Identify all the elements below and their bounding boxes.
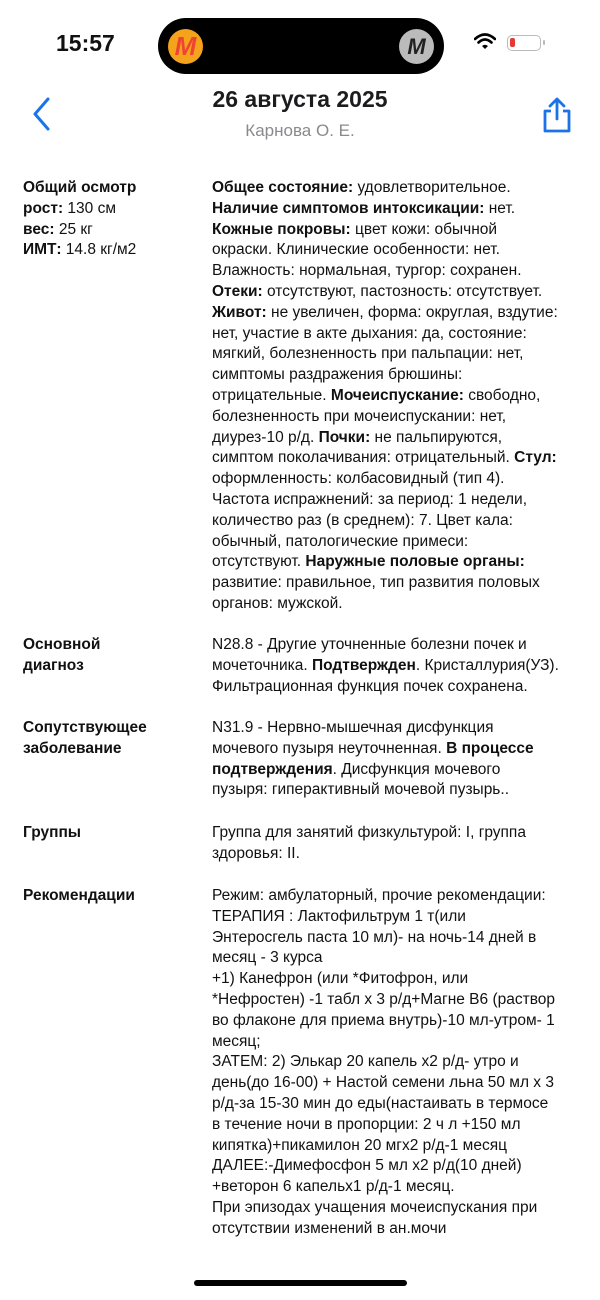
bold-text: заболевание (23, 739, 122, 757)
text: кипятка)+пикамилон 20 мгх2 р/д-1 месяц (212, 1136, 507, 1154)
text: мочевого пузыря неуточненная. (212, 739, 447, 757)
bold-text: рост: (23, 199, 64, 217)
bold-text: Группы (23, 824, 82, 841)
section-value (212, 178, 592, 615)
text-line (212, 1198, 592, 1219)
text-line (212, 948, 592, 969)
text: цвет кожи: обычной (350, 220, 498, 238)
text-line (212, 1115, 592, 1136)
text-line (212, 552, 592, 573)
text-line (212, 656, 592, 677)
text-line (212, 344, 592, 365)
section-label (23, 823, 203, 844)
bold-text: Мочеиспускание: (330, 386, 464, 404)
text-line (212, 718, 592, 739)
bold-text: Стул: (514, 449, 557, 467)
text: оформленность: колбасовидный (тип 4). (212, 470, 505, 488)
text-line (212, 1094, 592, 1115)
text: Частота испражнений: за период: 1 недели, (212, 490, 528, 508)
bold-text: Общее состояние: (212, 179, 354, 196)
text: N31.9 - Нервно-мышечная дисфункция (212, 719, 494, 736)
text: симптомы раздражения брюшины: (212, 366, 463, 384)
bold-text: Сопутствующее (23, 719, 147, 736)
text: нет, участие в акте дыхания: да, состояние: (212, 324, 527, 342)
bold-text: Кожные покровы: (212, 220, 351, 238)
bold-text: Отеки: (212, 282, 263, 300)
home-indicator[interactable] (194, 1280, 407, 1286)
text: нет. (484, 199, 516, 217)
text: +1) Канефрон (или *Фитофрон, или (212, 970, 469, 988)
text-line (23, 823, 203, 844)
text-line (212, 1032, 592, 1053)
text: обычный, патологические примеси: (212, 532, 469, 550)
text: ДАЛЕЕ:-Димефосфон 5 мл х2 р/д(10 дней) (212, 1157, 522, 1175)
status-bar (0, 0, 600, 90)
text-line (212, 1219, 592, 1240)
text: Фильтрационная функция почек сохранена. (212, 677, 528, 695)
bold-text: Почки: (318, 428, 371, 446)
text: окраски. Клинические особенности: нет. (212, 241, 500, 259)
text-line (212, 969, 592, 990)
text-line (23, 178, 203, 199)
bold-text: подтверждения (212, 760, 333, 778)
text-line (212, 1136, 592, 1157)
text: мочеточника. (212, 656, 312, 674)
text: день(до 16-00) + Настой семени льна 50 мл х 3 (212, 1074, 554, 1092)
text: количество раз (в среднем): 7. Цвет кала: (212, 511, 513, 529)
text-line (23, 886, 203, 907)
text: ТЕРАПИЯ : Лактофильтрум 1 т(или (212, 907, 466, 925)
text-line (212, 760, 592, 781)
text-line (212, 1156, 592, 1177)
text: органов: мужской. (212, 594, 343, 612)
text-line (212, 532, 592, 553)
text-line (212, 240, 592, 261)
dynamic-island (158, 18, 444, 74)
text: отсутствии изменений в ан.мочи (212, 1219, 447, 1237)
section-value (212, 886, 592, 1240)
text-line (212, 469, 592, 490)
text: во флаконе для приема внутрь)-10 мл-утром- 1 (212, 1011, 555, 1029)
text: При эпизодах учащения мочеиспускания при (212, 1198, 538, 1216)
text: не пальпируются, (370, 428, 503, 446)
text-line (212, 324, 592, 345)
text: N28.8 - Другие уточненные болезни почек и (212, 636, 527, 653)
text: удовлетворительное. (353, 179, 511, 196)
text-line (212, 365, 592, 386)
text: +веторон 6 капельх1 р/д-1 месяц. (212, 1178, 455, 1196)
section-label (23, 718, 203, 760)
text: здоровья: II. (212, 844, 300, 862)
text-line (212, 282, 592, 303)
text: отсутствуют, пастозность: отсутствует. (262, 282, 543, 300)
text-line (212, 448, 592, 469)
text-line (212, 511, 592, 532)
text-line (212, 199, 592, 220)
text: 130 см (63, 199, 116, 217)
battery-icon (507, 35, 541, 51)
page-title: 26 августа 2025 (212, 86, 388, 112)
text: 25 кг (54, 220, 93, 238)
text-line (212, 490, 592, 511)
text: диурез-10 р/д. (212, 428, 319, 446)
text: 14.8 кг/м2 (61, 241, 137, 259)
section-label (23, 635, 203, 677)
app-logo-gray-icon: M (399, 29, 434, 64)
text: ЗАТЕМ: 2) Элькар 20 капель х2 р/д- утро и (212, 1053, 519, 1071)
text-line (212, 823, 592, 844)
text: Режим: амбулаторный, прочие рекомендации: (212, 887, 546, 904)
text-line (23, 656, 203, 677)
text: отрицательные. (212, 386, 331, 404)
text-line (212, 990, 592, 1011)
text: свободно, (463, 386, 541, 404)
bold-text: Рекомендации (23, 887, 135, 904)
text-line (23, 220, 203, 241)
text-line (212, 303, 592, 324)
text-line (212, 907, 592, 928)
text: *Нефростен) -1 табл х 3 р/д+Магне В6 (раствор (212, 990, 555, 1008)
text: Энтеросгель паста 10 мл)- на ночь-14 дней в (212, 928, 537, 946)
patient-name: Карнова О. Е. (245, 121, 355, 140)
text-line (212, 407, 592, 428)
text: р/д-за 15-30 мин до еды(настаивать в термосе (212, 1094, 549, 1112)
text: в течение ночи в пропорции: 2 ч л +150 мл (212, 1115, 521, 1133)
text-line (212, 1073, 592, 1094)
text-line (23, 739, 203, 760)
bold-text: Наличие симптомов интоксикации: (212, 199, 485, 217)
text: месяц - 3 курса (212, 949, 323, 967)
status-time: 15:57 (56, 30, 115, 56)
text: болезненность при мочеиспускании: нет, (212, 407, 507, 425)
text: . Дисфункция мочевого (332, 760, 501, 778)
record-content[interactable] (0, 178, 600, 1250)
text-line (212, 635, 592, 656)
bold-text: Общий осмотр (23, 179, 137, 196)
share-icon[interactable] (540, 96, 574, 134)
text-line (212, 386, 592, 407)
bold-text: Основной (23, 636, 101, 653)
text-line (23, 240, 203, 261)
text-line (212, 428, 592, 449)
text-line (212, 1052, 592, 1073)
text-line (212, 594, 592, 615)
text: симптом поколачивания: отрицательный. (212, 449, 515, 467)
text-line (212, 780, 592, 801)
text-line (212, 1011, 592, 1032)
section-value (212, 823, 592, 865)
text: месяц; (212, 1032, 261, 1050)
text: . Кристаллурия(УЗ). (415, 656, 559, 674)
text-line (212, 739, 592, 760)
text: пузыря: гиперактивный мочевой пузырь.. (212, 781, 509, 799)
text: Группа для занятий физкультурой: I, группа (212, 824, 526, 841)
section-label (23, 886, 203, 907)
text: отсутствуют. (212, 553, 306, 571)
bold-text: диагноз (23, 656, 84, 674)
text-line (212, 573, 592, 594)
section-value (212, 635, 592, 697)
text-line (23, 718, 203, 739)
text: не увеличен, форма: округлая, вздутие: (266, 303, 558, 321)
text: Влажность: нормальная, тургор: сохранен. (212, 262, 522, 280)
bold-text: Подтвержден (311, 656, 416, 674)
bold-text: вес: (23, 220, 55, 238)
text-line (23, 199, 203, 220)
text-line (212, 178, 592, 199)
text-line (23, 635, 203, 656)
bold-text: Наружные половые органы: (305, 553, 525, 571)
text-line (212, 886, 592, 907)
section-value (212, 718, 592, 801)
text: развитие: правильное, тип развития половых (212, 574, 540, 592)
text-line (212, 1177, 592, 1198)
text-line (212, 928, 592, 949)
bold-text: В процессе (446, 739, 534, 757)
wifi-icon (474, 33, 496, 50)
text: мягкий, болезненность при пальпации: нет, (212, 345, 524, 363)
app-logo-icon: M (168, 29, 203, 64)
section-label (23, 178, 203, 261)
text-line (212, 844, 592, 865)
text-line (212, 261, 592, 282)
bold-text: Живот: (212, 303, 267, 321)
text-line (212, 677, 592, 698)
text-line (212, 220, 592, 241)
bold-text: ИМТ: (23, 241, 62, 259)
